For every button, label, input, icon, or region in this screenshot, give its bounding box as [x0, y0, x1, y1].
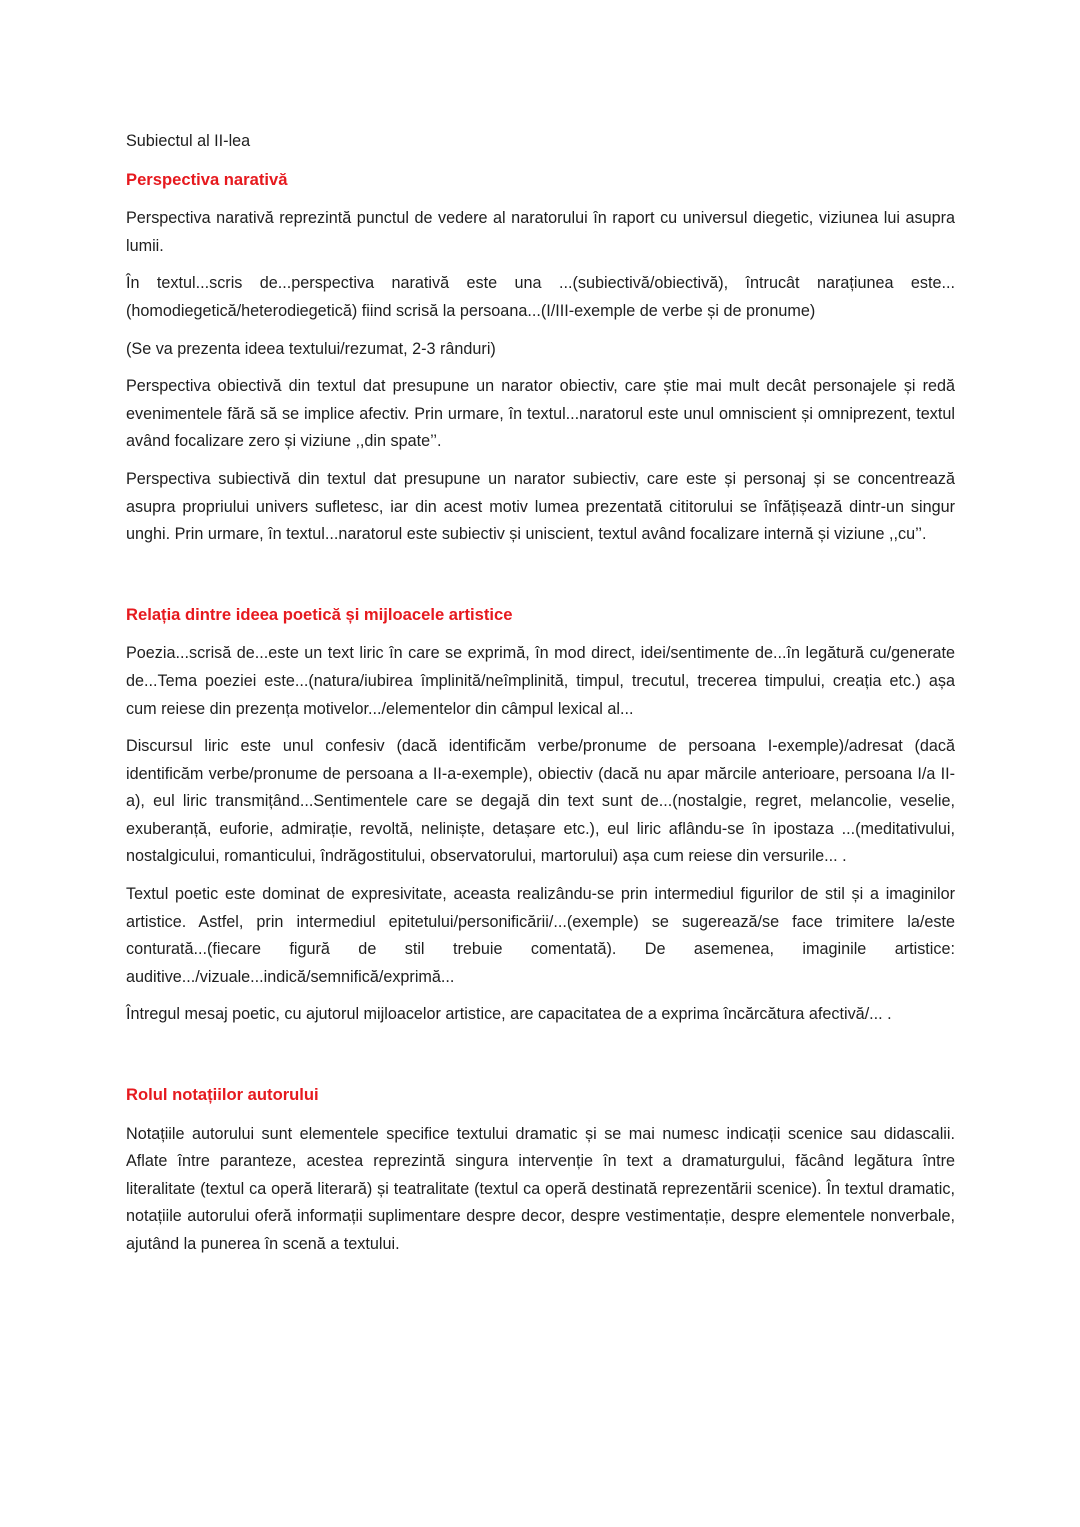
section-heading-relatia-idee-mijloace: Relația dintre ideea poetică și mijloacele artistice — [126, 604, 513, 624]
paragraph-in-textul-template: În textul...scris de...perspectiva narativă este una ...(subiectivă/obiectivă), întrucât narațiunea este...(homodiegetică/heterodiegetică) fiind scrisă la persoana...(I/III-exemple de verbe și de pronume) — [126, 274, 955, 320]
section-heading-perspectiva-narativa: Perspectiva narativă — [126, 169, 288, 189]
paragraph-poezia-template: Poezia...scrisă de...este un text liric în care se exprimă, în mod direct, idei/sentimente de...în legătură cu/generate de...Tema poeziei este...(natura/iubirea împlinită/neîmplinită, timpul, trecutul, trecerea timpului, creația etc.) așa cum reiese din prezența motivelor.../elementelor din câmpul lexical al... — [126, 644, 955, 718]
paragraph-perspectiva-definitie: Perspectiva narativă reprezintă punctul de vedere al naratorului în raport cu universul diegetic, viziunea lui asupra lumii. — [126, 209, 955, 255]
section-heading-rolul-notatiilor: Rolul notațiilor autorului — [126, 1085, 319, 1105]
paragraph-rezumat-note: (Se va prezenta ideea textului/rezumat, 2-3 rânduri) — [126, 339, 496, 358]
paragraph-perspectiva-obiectiva: Perspectiva obiectivă din textul dat presupune un narator obiectiv, care știe mai mult decât personajele și redă evenimentele fără să se implice afectiv. Prin urmare, în textul...naratorul este unul omniscient și omniprezent, textul având focalizare zero și viziune ,,din spate’’. — [126, 377, 955, 451]
paragraph-textul-poetic-expresivitate: Textul poetic este dominat de expresivitate, aceasta realizându-se prin intermediul figurilor de stil și a imaginilor artistice. Astfel, prin intermediul epitetului/personificării/...(exemple) se sugerează/se face trimitere la/este conturată...(fiecare figură de stil trebuie comentată). De asemenea, imaginile artistice: auditive.../vizuale...indică/semnifică/exprimă... — [126, 885, 955, 986]
subject-label: Subiectul al II-lea — [126, 132, 251, 150]
paragraph-perspectiva-subiectiva: Perspectiva subiectivă din textul dat presupune un narator subiectiv, care este și personaj și se concentrează asupra propriului univers sufletesc, iar din acest motiv lumea prezentată cititorului se înfățișează dintr-un singur unghi. Prin urmare, în textul...naratorul este subiectiv și uniscient, textul având focalizare internă și viziune ,,cu’’. — [126, 469, 955, 544]
paragraph-notatiile-autorului: Notațiile autorului sunt elementele specifice textului dramatic și se mai numesc indicații scenice sau didascalii. Aflate între paranteze, acestea reprezintă singura intervenție în text a dramaturgului, făcând legătura între literalitate (textul ca operă literară) și teatralitate (textul ca operă destinată reprezentării scenice). În textul dramatic, notațiile autorului oferă informații suplimentare despre decor, despre vestimentație, despre elementele nonverbale, ajutând la punerea în scenă a textului. — [126, 1124, 955, 1253]
paragraph-intregul-mesaj-poetic: Întregul mesaj poetic, cu ajutorul mijloacelor artistice, are capacitatea de a exprima încărcătura afectivă/... . — [126, 1005, 892, 1024]
paragraph-discursul-liric: Discursul liric este unul confesiv (dacă identificăm verbe/pronume de persoana I-exemple)/adresat (dacă identificăm verbe/pronume de persoana a II-a-exemple), obiectiv (dacă nu apar mărcile anterioare, persoana I/a II-a), eul liric transmițând...Sentimentele care se degajă din text sunt de...(nostalgie, regret, melancolie, veselie, exuberanță, euforie, admirație, revoltă, neliniște, detașare etc.), eul liric aflându-se în ipostaza ...(meditativului, nostalgicului, romanticului, îndrăgostitului, observatorului, martorului) așa cum reiese din versurile... . — [126, 737, 955, 866]
